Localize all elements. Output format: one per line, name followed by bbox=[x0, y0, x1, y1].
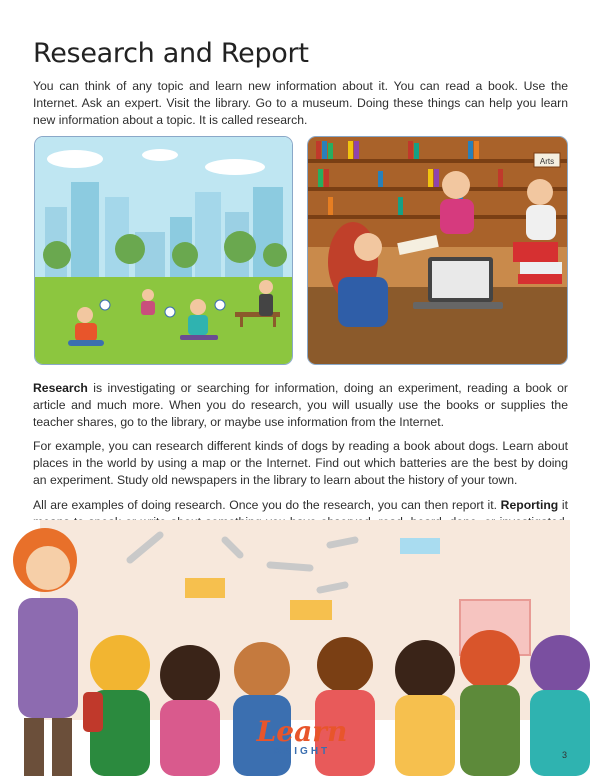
intro-paragraph: You can think of any topic and learn new information about it. You can read a book. Use the Internet. Ask an expert. Visit the library. Go to a museum. Doing these things can help you learn new information about a topic. It is called research. bbox=[33, 79, 568, 127]
logo-subtitle: BRIGHT bbox=[273, 746, 331, 757]
shelf-label-arts: Arts bbox=[539, 157, 555, 166]
research-definition: is investigating or searching for information, doing an experiment, reading a book or article and much more. When you do research, you will usually use the books or supplies the teacher shares, go to the library, or maybe use information from the Internet. bbox=[33, 381, 568, 429]
page-title: Research and Report bbox=[33, 38, 309, 69]
library-scene bbox=[308, 137, 567, 364]
reporting-definition: it bbox=[561, 498, 569, 512]
research-paragraph bbox=[33, 380, 568, 431]
learn-bright-logo bbox=[252, 715, 352, 757]
logo-wordmark: Learn bbox=[256, 715, 348, 748]
library-illustration bbox=[307, 136, 568, 365]
reporting-term: Reporting bbox=[500, 498, 559, 512]
page-number: 3 bbox=[562, 750, 568, 760]
research-term: Research bbox=[33, 381, 88, 395]
example-paragraph: For example, you can research different kinds of dogs by reading a book about dogs. Learn about places in the world by using a map or the Internet. Find out which batteries are the best by doing an experiment. Study old newspapers in the library to learn about the history of your town. bbox=[33, 439, 568, 487]
park-scene bbox=[35, 137, 292, 364]
report-intro: All are examples of doing research. Once you do the research, you can then report it. bbox=[33, 498, 501, 512]
park-illustration bbox=[34, 136, 293, 365]
